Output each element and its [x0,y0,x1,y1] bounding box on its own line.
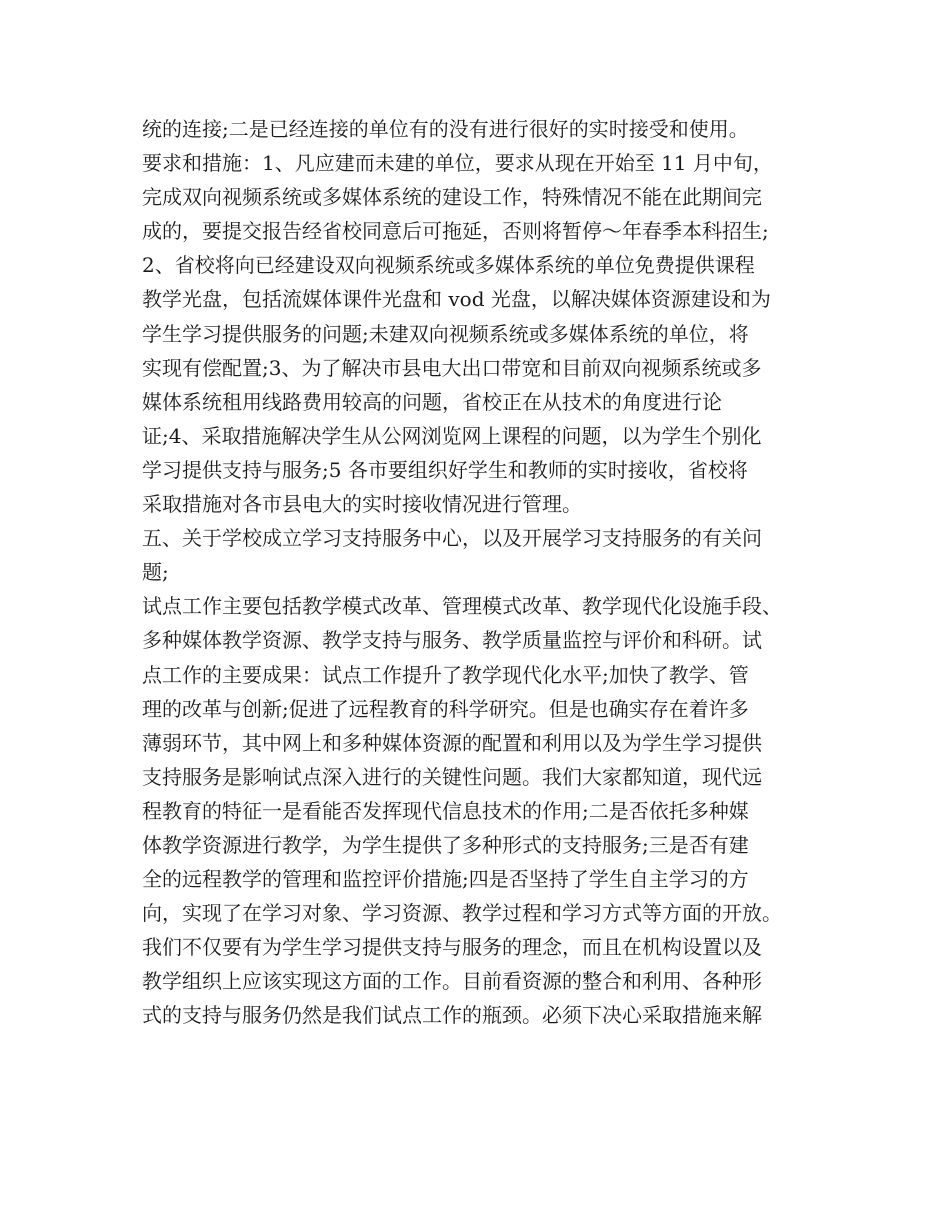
text-line: 完成双向视频系统或多媒体系统的建设工作，特殊情况不能在此期间完 [142,185,762,210]
text-line: 2、省校将向已经建设双向视频系统或多媒体系统的单位免费提供课程 [142,253,755,278]
text-line: 试点工作主要包括教学模式改革、管理模式改革、教学现代化设施手段、 [142,594,782,619]
text-line: 统的连接;二是已经连接的单位有的没有进行很好的实时接受和使用。 [142,117,749,141]
text-line: 点工作的主要成果：试点工作提升了教学现代化水平;加快了教学、管 [142,662,749,687]
text-line: 体教学资源进行教学，为学生提供了多种形式的支持服务;三是否有建 [142,832,749,857]
text-line: 实现有偿配置;3、为了解决市县电大出口带宽和目前双向视频系统或多 [142,355,762,380]
text-line: 学习提供支持与服务;5 各市要组织好学生和教师的实时接收，省校将 [142,457,748,482]
text-line: 式的支持与服务仍然是我们试点工作的瓶颈。必须下决心采取措施来解 [142,1003,762,1028]
section-heading-line: 题; [142,560,169,585]
text-line: 多种媒体教学资源、教学支持与服务、教学质量监控与评价和科研。试 [142,628,762,653]
text-line: 理的改革与创新;促进了远程教育的科学研究。但是也确实存在着许多 [142,696,749,721]
text-line: 采取措施对各市县电大的实时接收情况进行管理。 [142,492,582,517]
text-line: 薄弱环节，其中网上和多种媒体资源的配置和利用以及为学生学习提供 [142,730,762,755]
text-line: 媒体系统租用线路费用较高的问题，省校正在从技术的角度进行论 [142,389,722,414]
text-line: 要求和措施：1、凡应建而未建的单位，要求从现在开始至 11 月中旬， [142,151,773,176]
text-line: 向，实现了在学习对象、学习资源、教学过程和学习方式等方面的开放。 [142,901,782,926]
text-line: 程教育的特征一是看能否发挥现代信息技术的作用;二是否依托多种媒 [142,798,749,823]
section-heading-line: 五、关于学校成立学习支持服务中心，以及开展学习支持服务的有关问 [142,526,762,551]
text-line: 支持服务是影响试点深入进行的关键性问题。我们大家都知道，现代远 [142,764,762,789]
text-line: 教学光盘，包括流媒体课件光盘和 vod 光盘，以解决媒体资源建设和为 [142,287,771,312]
text-line: 成的，要提交报告经省校同意后可拖延，否则将暂停～年春季本科招生; [142,219,769,244]
text-line: 教学组织上应该实现这方面的工作。目前看资源的整合和利用、各种形 [142,969,762,994]
text-line: 全的远程教学的管理和监控评价措施;四是否坚持了学生自主学习的方 [142,867,749,892]
document-body [142,112,832,1033]
text-line: 证;4、采取措施解决学生从公网浏览网上课程的问题，以为学生个别化 [142,423,762,448]
text-line: 我们不仅要有为学生学习提供支持与服务的理念，而且在机构设置以及 [142,935,762,960]
text-line: 学生学习提供服务的问题;未建双向视频系统或多媒体系统的单位，将 [142,321,749,346]
